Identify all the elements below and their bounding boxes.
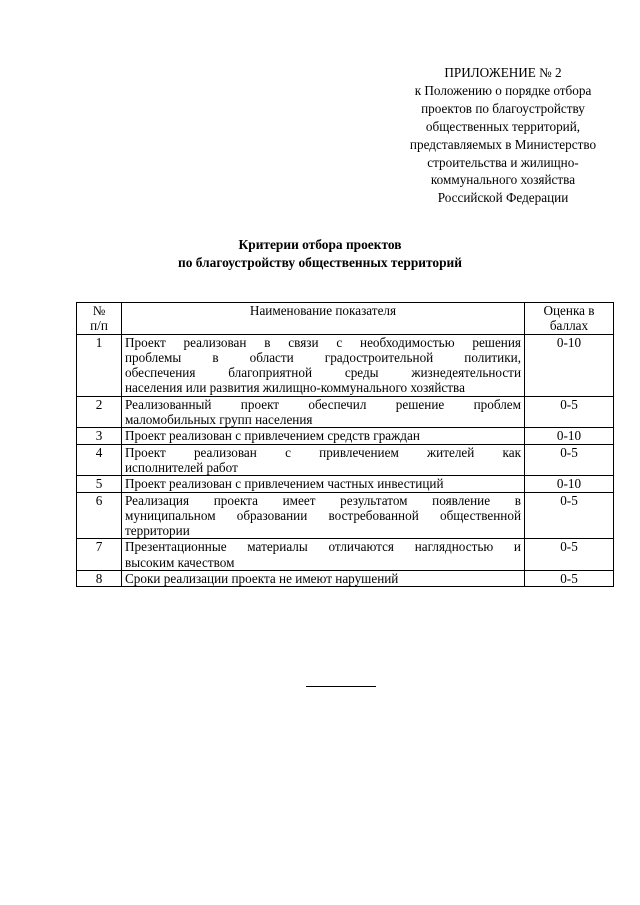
header-score-line: Оценка в	[543, 303, 595, 318]
table-row	[77, 492, 614, 539]
appendix-line: строительства и жилищно-	[427, 154, 579, 170]
score-range: 0-10	[525, 476, 614, 492]
closing-rule	[306, 686, 376, 687]
table-row	[77, 396, 614, 428]
appendix-line: к Положению о порядке отбора	[414, 82, 592, 98]
row-number: 2	[77, 396, 122, 428]
criterion-name-line: Проект реализован в связи с необходимостью решения	[125, 334, 521, 350]
appendix-line: представляемых в Министерство	[409, 136, 597, 152]
score-range: 0-5	[525, 492, 614, 539]
appendix-line: ПРИЛОЖЕНИЕ № 2	[444, 65, 562, 80]
table-row	[77, 571, 614, 587]
criterion-name	[122, 571, 525, 587]
table-row	[77, 539, 614, 571]
row-number: 5	[77, 476, 122, 492]
row-number: 8	[77, 571, 122, 587]
appendix-header	[380, 64, 626, 207]
header-score-line: баллах	[549, 318, 589, 334]
row-number: 1	[77, 334, 122, 396]
appendix-line: коммунального хозяйства	[430, 172, 576, 188]
row-number: 7	[77, 539, 122, 571]
criterion-name-line: Презентационные материалы отличаются наглядностью и	[125, 539, 521, 555]
criterion-name-line: Проект реализован с привлечением жителей как	[125, 444, 521, 460]
criterion-name-line: маломобильных групп населения	[125, 412, 313, 428]
score-range: 0-10	[525, 334, 614, 396]
table-row	[77, 444, 614, 476]
criterion-name-line: территории	[125, 523, 190, 539]
criterion-name	[122, 334, 525, 396]
table-row	[77, 428, 614, 444]
criterion-name-line: проблемы в области градостроительной политики,	[125, 349, 521, 365]
score-range: 0-5	[525, 444, 614, 476]
criterion-name-line: Реализация проекта имеет результатом появление в	[125, 492, 521, 508]
criterion-name-line: обеспечения благоприятной среды жизнедеятельности	[125, 365, 521, 381]
document-title-line: по благоустройству общественных территорий	[178, 255, 462, 270]
criterion-name	[122, 492, 525, 539]
score-range: 0-10	[525, 428, 614, 444]
table-header-row	[77, 303, 614, 335]
criterion-name	[122, 476, 525, 492]
header-score-cell	[525, 303, 614, 335]
row-number: 6	[77, 492, 122, 539]
criterion-name	[122, 428, 525, 444]
document-title-line: Критерии отбора проектов	[238, 237, 402, 252]
header-num-cell	[77, 303, 122, 335]
document-title	[0, 236, 640, 272]
criteria-table	[76, 302, 614, 587]
criterion-name-line: исполнителей работ	[125, 459, 238, 475]
criterion-name-line: Сроки реализации проекта не имеют нарушений	[125, 571, 399, 587]
criterion-name-line: Проект реализован с привлечением частных инвестиций	[125, 476, 444, 492]
criterion-name	[122, 444, 525, 476]
criterion-name-line: населения или развития жилищно-коммунального хозяйства	[125, 380, 465, 396]
table-row	[77, 334, 614, 396]
appendix-line: проектов по благоустройству	[421, 100, 585, 116]
appendix-line: Российской Федерации	[437, 190, 569, 206]
criterion-name-line: муниципальном образовании востребованной общественной	[125, 507, 521, 523]
row-number: 3	[77, 428, 122, 444]
appendix-line: общественных территорий,	[425, 118, 581, 134]
header-num-abbr: п/п	[90, 318, 108, 334]
score-range: 0-5	[525, 571, 614, 587]
criterion-name	[122, 539, 525, 571]
header-num-symbol: №	[92, 303, 106, 318]
criterion-name-line: Реализованный проект обеспечил решение проблем	[125, 396, 521, 412]
criterion-name-line: Проект реализован с привлечением средств граждан	[125, 428, 420, 444]
score-range: 0-5	[525, 539, 614, 571]
criterion-name	[122, 396, 525, 428]
score-range: 0-5	[525, 396, 614, 428]
criterion-name-line: высоким качеством	[125, 554, 235, 570]
row-number: 4	[77, 444, 122, 476]
header-name-cell: Наименование показателя	[122, 303, 525, 335]
table-row	[77, 476, 614, 492]
